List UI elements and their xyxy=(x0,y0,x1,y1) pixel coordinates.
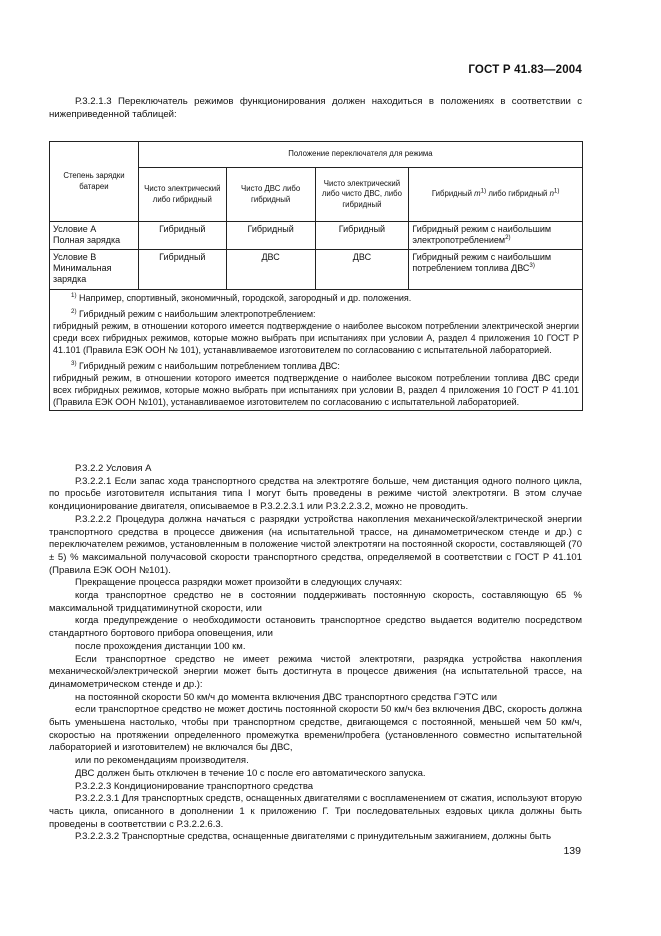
paragraph: Если транспортное средство не имеет режима чистой электротяги, разрядка устройства накопления механической/электрической энергии может быть достигнута в процессе движения (на испытательной трассе, на динамометрическом стенде и др.): xyxy=(49,653,582,690)
table-cell: Гибридный xyxy=(138,222,226,250)
table-cell: Гибридный режим с наибольшим электропотреблением$^{2)}$ xyxy=(409,222,583,250)
document-header: ГОСТ Р 41.83—2004 xyxy=(468,64,582,76)
paragraph: ДВС должен быть отключен в течение 10 с после его автоматического запуска. xyxy=(75,767,426,779)
table-header-charge-state: Степень зарядки батареи xyxy=(50,142,139,222)
table-header-col1: Чисто электрический либо гибридный xyxy=(138,168,226,222)
intro-paragraph: Р.3.2.1.3 Переключатель режимов функционирования должен находиться в положениях в соответствии с нижеприведенной таблицей: xyxy=(49,96,582,120)
footnote-3: $^{3)}$ Гибридный режим с наибольшим потреблением топлива ДВС: гибридный режим, в отношении которого имеется подтверждение о наиболее высоком потреблении топлива ДВС среди всех гибридных режимов, которые можно выбрать при испытаниях при условии В, раздел 4 приложения 10 ГОСТ Р 41.101 (Правила ЕЭК ООН №101), устанавливаемое изготовителем по согласованию с испытательной лабораторией. xyxy=(53,360,579,407)
paragraph: Прекращение процесса разрядки может произойти в следующих случаях: xyxy=(75,577,403,589)
paragraph: Р.3.2.2.2 Процедура должна начаться с разрядки устройства накопления механической/электрической энергии транспортного средства в процессе движения (на испытательной трассе, на динамометрическом стенде и др.) с переключателем режимов, установленным в положение чистой электротяги на постоянной скорости, составляющей (70 ± 5) % максимальной получасовой скорости транспортного средства, определяемой в соответствии с ГОСТ Р 41.101 (Правила ЕЭК ООН №101). xyxy=(49,513,582,576)
page-number: 139 xyxy=(563,845,581,857)
table-header-col4: Гибридный $m^{1)}$ либо гибридный $n^{1)}$ xyxy=(409,168,583,222)
section-heading: Р.3.2.2.3 Кондиционирование транспортного средства xyxy=(75,780,314,792)
paragraph: после прохождения дистанции 100 км. xyxy=(75,640,246,652)
table-cell: Гибридный xyxy=(315,222,409,250)
paragraph: или по рекомендациям производителя. xyxy=(75,755,249,767)
paragraph: когда предупреждение о необходимости остановить транспортное средство выдается водителю посредством стандартного бортового прибора оповещения, или xyxy=(49,615,582,640)
footnote-2: $^{2)}$ Гибридный режим с наибольшим электропотреблением: гибридный режим, в отношении которого имеется подтверждение о наиболее высоком потреблении электрической энергии среди всех гибридных режимов, которые можно выбрать при испытаниях при условии А, раздел 4 приложения 10 ГОСТ Р 41.101 (Правила ЕЭК ООН № 101), устанавливаемое изготовителем по согласованию с испытательной лабораторией. xyxy=(53,308,579,355)
table-cell: Гибридный режим с наибольшим потреблением топлива ДВС$^{3)}$ xyxy=(409,250,583,290)
table-header-switch-group: Положение переключателя для режима xyxy=(138,142,582,168)
table-cell: ДВС xyxy=(315,250,409,290)
table-cell: Гибридный xyxy=(226,222,315,250)
paragraph: Р.3.2.2.3.2 Транспортные средства, оснащенные двигателями с принудительным зажиганием, должны быть xyxy=(75,831,552,843)
paragraph: Р.3.2.2.1 Если запас хода транспортного средства на электротяге больше, чем дистанция одного полного цикла, по просьбе изготовителя испытания типа I могут быть проведены в режиме чистой электротяги. В этом случае кондиционирование двигателя, описываемое в Р.3.2.2.3.1 или Р.3.2.2.3.2, можно не проводить. xyxy=(49,475,582,513)
footnote-1: $^{1)}$ Например, спортивный, экономичный, городской, загородный и др. положения. xyxy=(71,292,412,303)
table-footnotes xyxy=(50,290,583,411)
table-cell: Гибридный xyxy=(138,250,226,290)
table-header-col2: Чисто ДВС либо гибридный xyxy=(226,168,315,222)
table-cell-state: Условие В Минимальная зарядка xyxy=(50,250,139,290)
table-cell: ДВС xyxy=(226,250,315,290)
paragraph: Р.3.2.2.3.1 Для транспортных средств, оснащенных двигателями с воспламенением от сжатия, используют вторую часть цикла, описанного в дополнении 1 к приложению Г. Три последовательных ездовых цикла должны быть проведены в соответствии с Р.3.2.2.6.3. xyxy=(49,793,582,830)
paragraph: на постоянной скорости 50 км/ч до момента включения ДВС транспортного средства ГЭТС или xyxy=(75,691,498,703)
table-row xyxy=(50,222,583,250)
body-text xyxy=(49,463,582,844)
switch-position-table xyxy=(49,141,583,411)
paragraph: когда транспортное средство не в состоянии поддерживать постоянную скорость, составляющую 65 % максимальной тридцатиминутной скорости, или xyxy=(49,590,582,614)
table-header-col3: Чисто электрический либо чисто ДВС, либо гибридный xyxy=(315,168,409,222)
paragraph: если транспортное средство не может достичь постоянной скорости 50 км/ч без включения ДВС, скорость должна быть уменьшена настолько, чтобы при транспортном средстве, двигающемся с постоянной, меньшей чем 50 км/ч, скоростью на протяжении определенного промежутка времени/пробега (установленного совместно испытательной лабораторией и изготовителем) не включался бы ДВС, xyxy=(49,704,582,754)
table-row xyxy=(50,250,583,290)
table-cell-state: Условие А Полная зарядка xyxy=(50,222,139,250)
section-heading: Р.3.2.2 Условия А xyxy=(75,463,152,474)
